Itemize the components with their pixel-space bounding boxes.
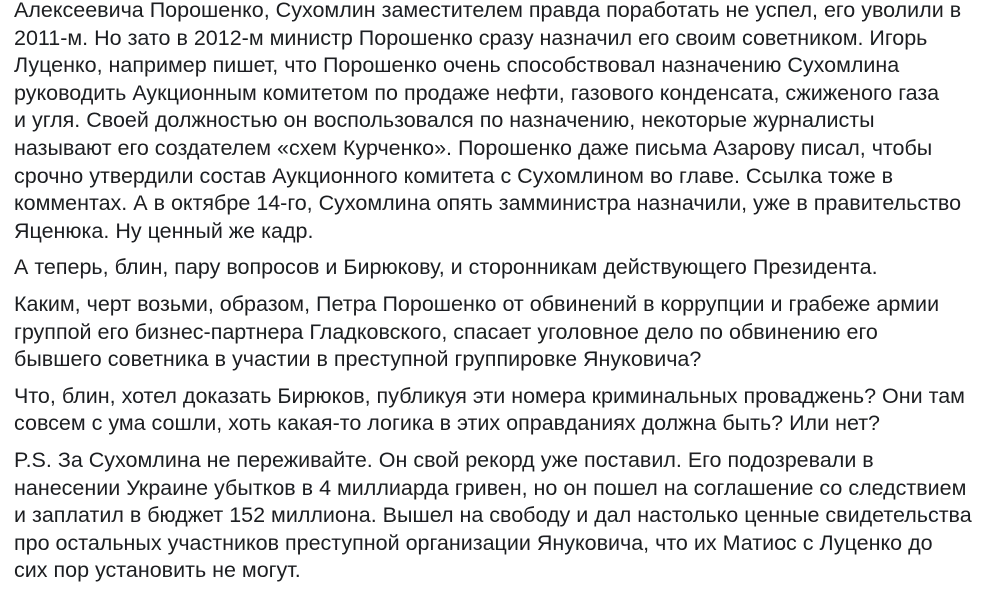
post-paragraph-3: [14, 291, 994, 374]
text-line: срочно утвердили состав Аукционного комитета с Сухомлином во главе. Ссылка тоже в: [14, 163, 894, 188]
text-line: и угля. Своей должностью он воспользовался по назначению, некоторые журналисты: [14, 108, 875, 133]
text-line: Луценко, например пишет, что Порошенко очень способствовал назначению Сухомлина: [14, 53, 900, 78]
text-line: про остальных участников преступной организации Януковича, что их Матиос с Луценко до: [14, 530, 933, 555]
text-line: нанесении Украине убытков в 4 миллиарда гривен, но он пошел на соглашение со следствием: [14, 475, 967, 500]
text-line: и заплатил в бюджет 152 миллиона. Вышел на свободу и дал настолько ценные свидетельства: [14, 503, 972, 528]
text-line: совсем с ума сошли, хоть какая-то логика в этих оправданиях должна быть? Или нет?: [14, 411, 880, 436]
text-line: называют его создателем «схем Курченко». Порошенко даже письма Азарову писал, чтобы: [14, 135, 933, 160]
text-line: руководить Аукционным комитетом по продаже нефти, газового конденсата, сжиженого газа: [14, 80, 940, 105]
text-line: Каким, черт возьми, образом, Петра Порошенко от обвинений в коррупции и грабеже армии: [14, 291, 940, 316]
post-paragraph-2: [14, 254, 994, 282]
text-line: сих пор установить не могут.: [14, 558, 301, 583]
text-line: Алексеевича Порошенко, Сухомлин заместителем правда поработать не успел, его уволили в: [14, 0, 962, 22]
text-line: P.S. За Сухомлина не переживайте. Он свой рекорд уже поставил. Его подозревали в: [14, 447, 874, 472]
text-line: комментах. А в октябре 14-го, Сухомлина опять замминистра назначили, уже в правительство: [14, 191, 962, 216]
post-paragraph-1: [14, 0, 994, 245]
post-body: [14, 0, 994, 594]
text-line: бывшего советника в участии в преступной группировке Януковича?: [14, 347, 702, 372]
post-paragraph-4: [14, 383, 994, 438]
text-line: группой его бизнес-партнера Гладковского, спасает уголовное дело по обвинению его: [14, 319, 878, 344]
text-line: Что, блин, хотел доказать Бирюков, публикуя эти номера криминальных проваджень? Они там: [14, 383, 965, 408]
text-line: 2011-м. Но зато в 2012-м министр Порошенко сразу назначил его своим советником. Игорь: [14, 25, 928, 50]
post-paragraph-5: [14, 447, 994, 585]
text-line: Яценюка. Ну ценный же кадр.: [14, 218, 314, 243]
text-line: А теперь, блин, пару вопросов и Бирюкову, и сторонникам действующего Президента.: [14, 255, 878, 280]
